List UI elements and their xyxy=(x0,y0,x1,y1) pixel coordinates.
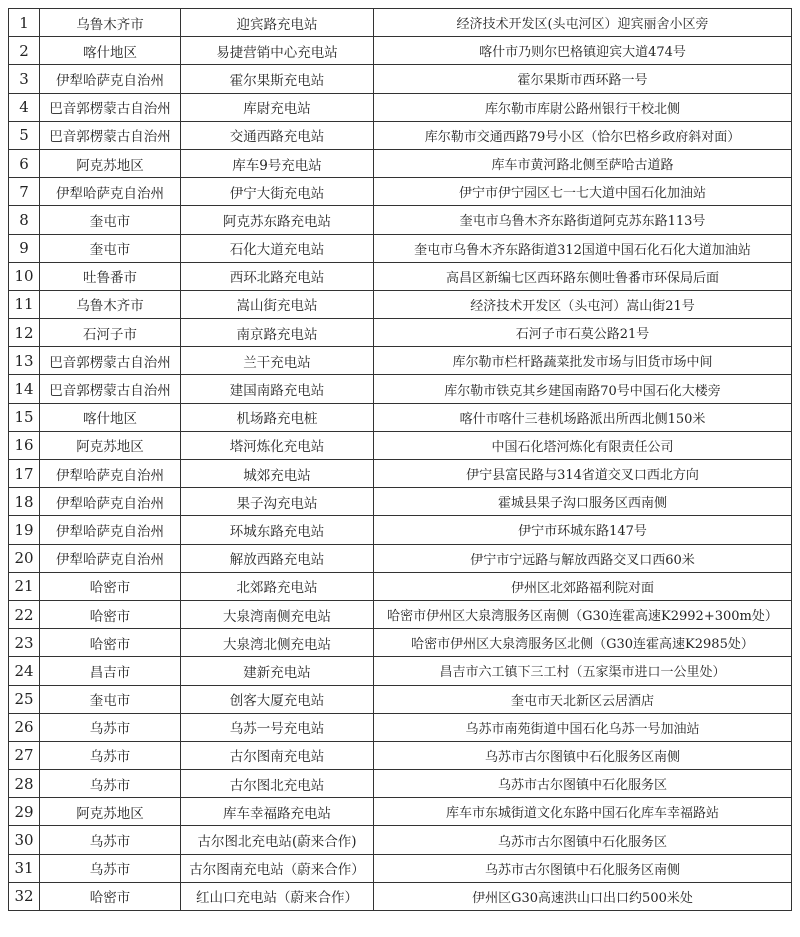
address-cell: 奎屯市乌鲁木齐东路街道312国道中国石化石化大道加油站 xyxy=(374,234,792,262)
row-number: 17 xyxy=(9,460,40,488)
address-cell: 哈密市伊州区大泉湾服务区北侧（G30连霍高速K2985处） xyxy=(374,629,792,657)
table-row xyxy=(9,375,792,403)
station-name-cell: 解放西路充电站 xyxy=(181,544,374,572)
table-row xyxy=(9,149,792,177)
region-cell: 哈密市 xyxy=(40,882,181,910)
table-row xyxy=(9,93,792,121)
table-row xyxy=(9,544,792,572)
table-row xyxy=(9,600,792,628)
row-number: 11 xyxy=(9,290,40,318)
table-row xyxy=(9,9,792,37)
row-number: 4 xyxy=(9,93,40,121)
table-row xyxy=(9,319,792,347)
station-name-cell: 环城东路充电站 xyxy=(181,516,374,544)
address-cell: 乌苏市古尔图镇中石化服务区 xyxy=(374,826,792,854)
region-cell: 伊犁哈萨克自治州 xyxy=(40,516,181,544)
table-row xyxy=(9,657,792,685)
region-cell: 阿克苏地区 xyxy=(40,431,181,459)
region-cell: 伊犁哈萨克自治州 xyxy=(40,488,181,516)
station-name-cell: 西环北路充电站 xyxy=(181,262,374,290)
table-row xyxy=(9,121,792,149)
address-cell: 乌苏市古尔图镇中石化服务区 xyxy=(374,770,792,798)
station-name-cell: 库尉充电站 xyxy=(181,93,374,121)
row-number: 6 xyxy=(9,149,40,177)
row-number: 19 xyxy=(9,516,40,544)
station-name-cell: 兰干充电站 xyxy=(181,347,374,375)
address-cell: 乌苏市古尔图镇中石化服务区南侧 xyxy=(374,741,792,769)
region-cell: 巴音郭楞蒙古自治州 xyxy=(40,347,181,375)
row-number: 9 xyxy=(9,234,40,262)
address-cell: 喀什市乃则尔巴格镇迎宾大道474号 xyxy=(374,37,792,65)
region-cell: 伊犁哈萨克自治州 xyxy=(40,178,181,206)
address-cell: 霍城县果子沟口服务区西南侧 xyxy=(374,488,792,516)
row-number: 31 xyxy=(9,854,40,882)
station-name-cell: 伊宁大街充电站 xyxy=(181,178,374,206)
station-name-cell: 乌苏一号充电站 xyxy=(181,713,374,741)
station-name-cell: 库车9号充电站 xyxy=(181,149,374,177)
station-name-cell: 建新充电站 xyxy=(181,657,374,685)
address-cell: 奎屯市乌鲁木齐东路街道阿克苏东路113号 xyxy=(374,206,792,234)
row-number: 25 xyxy=(9,685,40,713)
address-cell: 库车市黄河路北侧至萨哈古道路 xyxy=(374,149,792,177)
row-number: 32 xyxy=(9,882,40,910)
region-cell: 吐鲁番市 xyxy=(40,262,181,290)
station-name-cell: 大泉湾南侧充电站 xyxy=(181,600,374,628)
table-row xyxy=(9,572,792,600)
station-name-cell: 南京路充电站 xyxy=(181,319,374,347)
table-row xyxy=(9,290,792,318)
row-number: 23 xyxy=(9,629,40,657)
region-cell: 哈密市 xyxy=(40,572,181,600)
region-cell: 伊犁哈萨克自治州 xyxy=(40,65,181,93)
station-name-cell: 红山口充电站（蔚来合作） xyxy=(181,882,374,910)
station-name-cell: 石化大道充电站 xyxy=(181,234,374,262)
station-name-cell: 阿克苏东路充电站 xyxy=(181,206,374,234)
station-name-cell: 古尔图北充电站(蔚来合作) xyxy=(181,826,374,854)
row-number: 28 xyxy=(9,770,40,798)
table-row xyxy=(9,516,792,544)
address-cell: 乌苏市古尔图镇中石化服务区南侧 xyxy=(374,854,792,882)
row-number: 21 xyxy=(9,572,40,600)
region-cell: 奎屯市 xyxy=(40,206,181,234)
address-cell: 库尔勒市库尉公路州银行干校北侧 xyxy=(374,93,792,121)
address-cell: 霍尔果斯市西环路一号 xyxy=(374,65,792,93)
station-name-cell: 嵩山街充电站 xyxy=(181,290,374,318)
table-row xyxy=(9,178,792,206)
address-cell: 哈密市伊州区大泉湾服务区南侧（G30连霍高速K2992+300m处） xyxy=(374,600,792,628)
row-number: 1 xyxy=(9,9,40,37)
region-cell: 乌鲁木齐市 xyxy=(40,9,181,37)
address-cell: 石河子市石莫公路21号 xyxy=(374,319,792,347)
station-name-cell: 建国南路充电站 xyxy=(181,375,374,403)
row-number: 30 xyxy=(9,826,40,854)
table-row xyxy=(9,826,792,854)
address-cell: 经济技术开发区(头屯河区）迎宾丽舍小区旁 xyxy=(374,9,792,37)
address-cell: 伊宁县富民路与314省道交叉口西北方向 xyxy=(374,460,792,488)
region-cell: 奎屯市 xyxy=(40,685,181,713)
station-name-cell: 古尔图北充电站 xyxy=(181,770,374,798)
table-row xyxy=(9,882,792,910)
table-body xyxy=(9,9,792,911)
table-row xyxy=(9,741,792,769)
station-name-cell: 果子沟充电站 xyxy=(181,488,374,516)
address-cell: 库车市东城街道文化东路中国石化库车幸福路站 xyxy=(374,798,792,826)
row-number: 2 xyxy=(9,37,40,65)
table-row xyxy=(9,262,792,290)
region-cell: 奎屯市 xyxy=(40,234,181,262)
address-cell: 库尔勒市栏杆路蔬菜批发市场与旧货市场中间 xyxy=(374,347,792,375)
region-cell: 石河子市 xyxy=(40,319,181,347)
region-cell: 巴音郭楞蒙古自治州 xyxy=(40,121,181,149)
address-cell: 经济技术开发区（头屯河）嵩山街21号 xyxy=(374,290,792,318)
row-number: 22 xyxy=(9,600,40,628)
table-row xyxy=(9,770,792,798)
station-name-cell: 大泉湾北侧充电站 xyxy=(181,629,374,657)
region-cell: 喀什地区 xyxy=(40,403,181,431)
station-name-cell: 霍尔果斯充电站 xyxy=(181,65,374,93)
station-name-cell: 库车幸福路充电站 xyxy=(181,798,374,826)
table-row xyxy=(9,629,792,657)
table-row xyxy=(9,685,792,713)
address-cell: 昌吉市六工镇下三工村（五家渠市进口一公里处） xyxy=(374,657,792,685)
row-number: 29 xyxy=(9,798,40,826)
row-number: 10 xyxy=(9,262,40,290)
region-cell: 阿克苏地区 xyxy=(40,798,181,826)
region-cell: 哈密市 xyxy=(40,600,181,628)
row-number: 15 xyxy=(9,403,40,431)
row-number: 12 xyxy=(9,319,40,347)
row-number: 5 xyxy=(9,121,40,149)
address-cell: 伊州区G30高速洪山口出口约500米处 xyxy=(374,882,792,910)
row-number: 16 xyxy=(9,431,40,459)
address-cell: 喀什市喀什三巷机场路派出所西北侧150米 xyxy=(374,403,792,431)
row-number: 8 xyxy=(9,206,40,234)
station-name-cell: 北郊路充电站 xyxy=(181,572,374,600)
row-number: 14 xyxy=(9,375,40,403)
region-cell: 乌苏市 xyxy=(40,713,181,741)
station-name-cell: 塔河炼化充电站 xyxy=(181,431,374,459)
row-number: 26 xyxy=(9,713,40,741)
table-row xyxy=(9,403,792,431)
row-number: 24 xyxy=(9,657,40,685)
table-row xyxy=(9,431,792,459)
address-cell: 伊宁市伊宁园区七一七大道中国石化加油站 xyxy=(374,178,792,206)
region-cell: 乌苏市 xyxy=(40,826,181,854)
station-name-cell: 城郊充电站 xyxy=(181,460,374,488)
region-cell: 昌吉市 xyxy=(40,657,181,685)
table-row xyxy=(9,234,792,262)
row-number: 20 xyxy=(9,544,40,572)
address-cell: 库尔勒市交通西路79号小区（恰尔巴格乡政府斜对面） xyxy=(374,121,792,149)
station-name-cell: 创客大厦充电站 xyxy=(181,685,374,713)
table-row xyxy=(9,854,792,882)
row-number: 27 xyxy=(9,741,40,769)
region-cell: 阿克苏地区 xyxy=(40,149,181,177)
table-row xyxy=(9,347,792,375)
row-number: 18 xyxy=(9,488,40,516)
table-row xyxy=(9,488,792,516)
charging-station-table xyxy=(8,8,792,911)
address-cell: 伊宁市宁远路与解放西路交叉口西60米 xyxy=(374,544,792,572)
station-name-cell: 迎宾路充电站 xyxy=(181,9,374,37)
region-cell: 巴音郭楞蒙古自治州 xyxy=(40,93,181,121)
address-cell: 伊州区北郊路福利院对面 xyxy=(374,572,792,600)
address-cell: 伊宁市环城东路147号 xyxy=(374,516,792,544)
row-number: 7 xyxy=(9,178,40,206)
station-name-cell: 古尔图南充电站（蔚来合作） xyxy=(181,854,374,882)
region-cell: 伊犁哈萨克自治州 xyxy=(40,460,181,488)
row-number: 13 xyxy=(9,347,40,375)
region-cell: 哈密市 xyxy=(40,629,181,657)
address-cell: 库尔勒市铁克其乡建国南路70号中国石化大楼旁 xyxy=(374,375,792,403)
region-cell: 巴音郭楞蒙古自治州 xyxy=(40,375,181,403)
region-cell: 乌苏市 xyxy=(40,741,181,769)
address-cell: 高昌区新编七区西环路东侧吐鲁番市环保局后面 xyxy=(374,262,792,290)
address-cell: 乌苏市南苑街道中国石化乌苏一号加油站 xyxy=(374,713,792,741)
region-cell: 喀什地区 xyxy=(40,37,181,65)
table-row xyxy=(9,65,792,93)
region-cell: 乌苏市 xyxy=(40,854,181,882)
table-row xyxy=(9,206,792,234)
station-name-cell: 机场路充电桩 xyxy=(181,403,374,431)
station-name-cell: 交通西路充电站 xyxy=(181,121,374,149)
region-cell: 乌鲁木齐市 xyxy=(40,290,181,318)
row-number: 3 xyxy=(9,65,40,93)
address-cell: 中国石化塔河炼化有限责任公司 xyxy=(374,431,792,459)
region-cell: 乌苏市 xyxy=(40,770,181,798)
table-row xyxy=(9,37,792,65)
station-name-cell: 易捷营销中心充电站 xyxy=(181,37,374,65)
table-row xyxy=(9,798,792,826)
address-cell: 奎屯市天北新区云居酒店 xyxy=(374,685,792,713)
station-name-cell: 古尔图南充电站 xyxy=(181,741,374,769)
table-row xyxy=(9,460,792,488)
region-cell: 伊犁哈萨克自治州 xyxy=(40,544,181,572)
table-row xyxy=(9,713,792,741)
